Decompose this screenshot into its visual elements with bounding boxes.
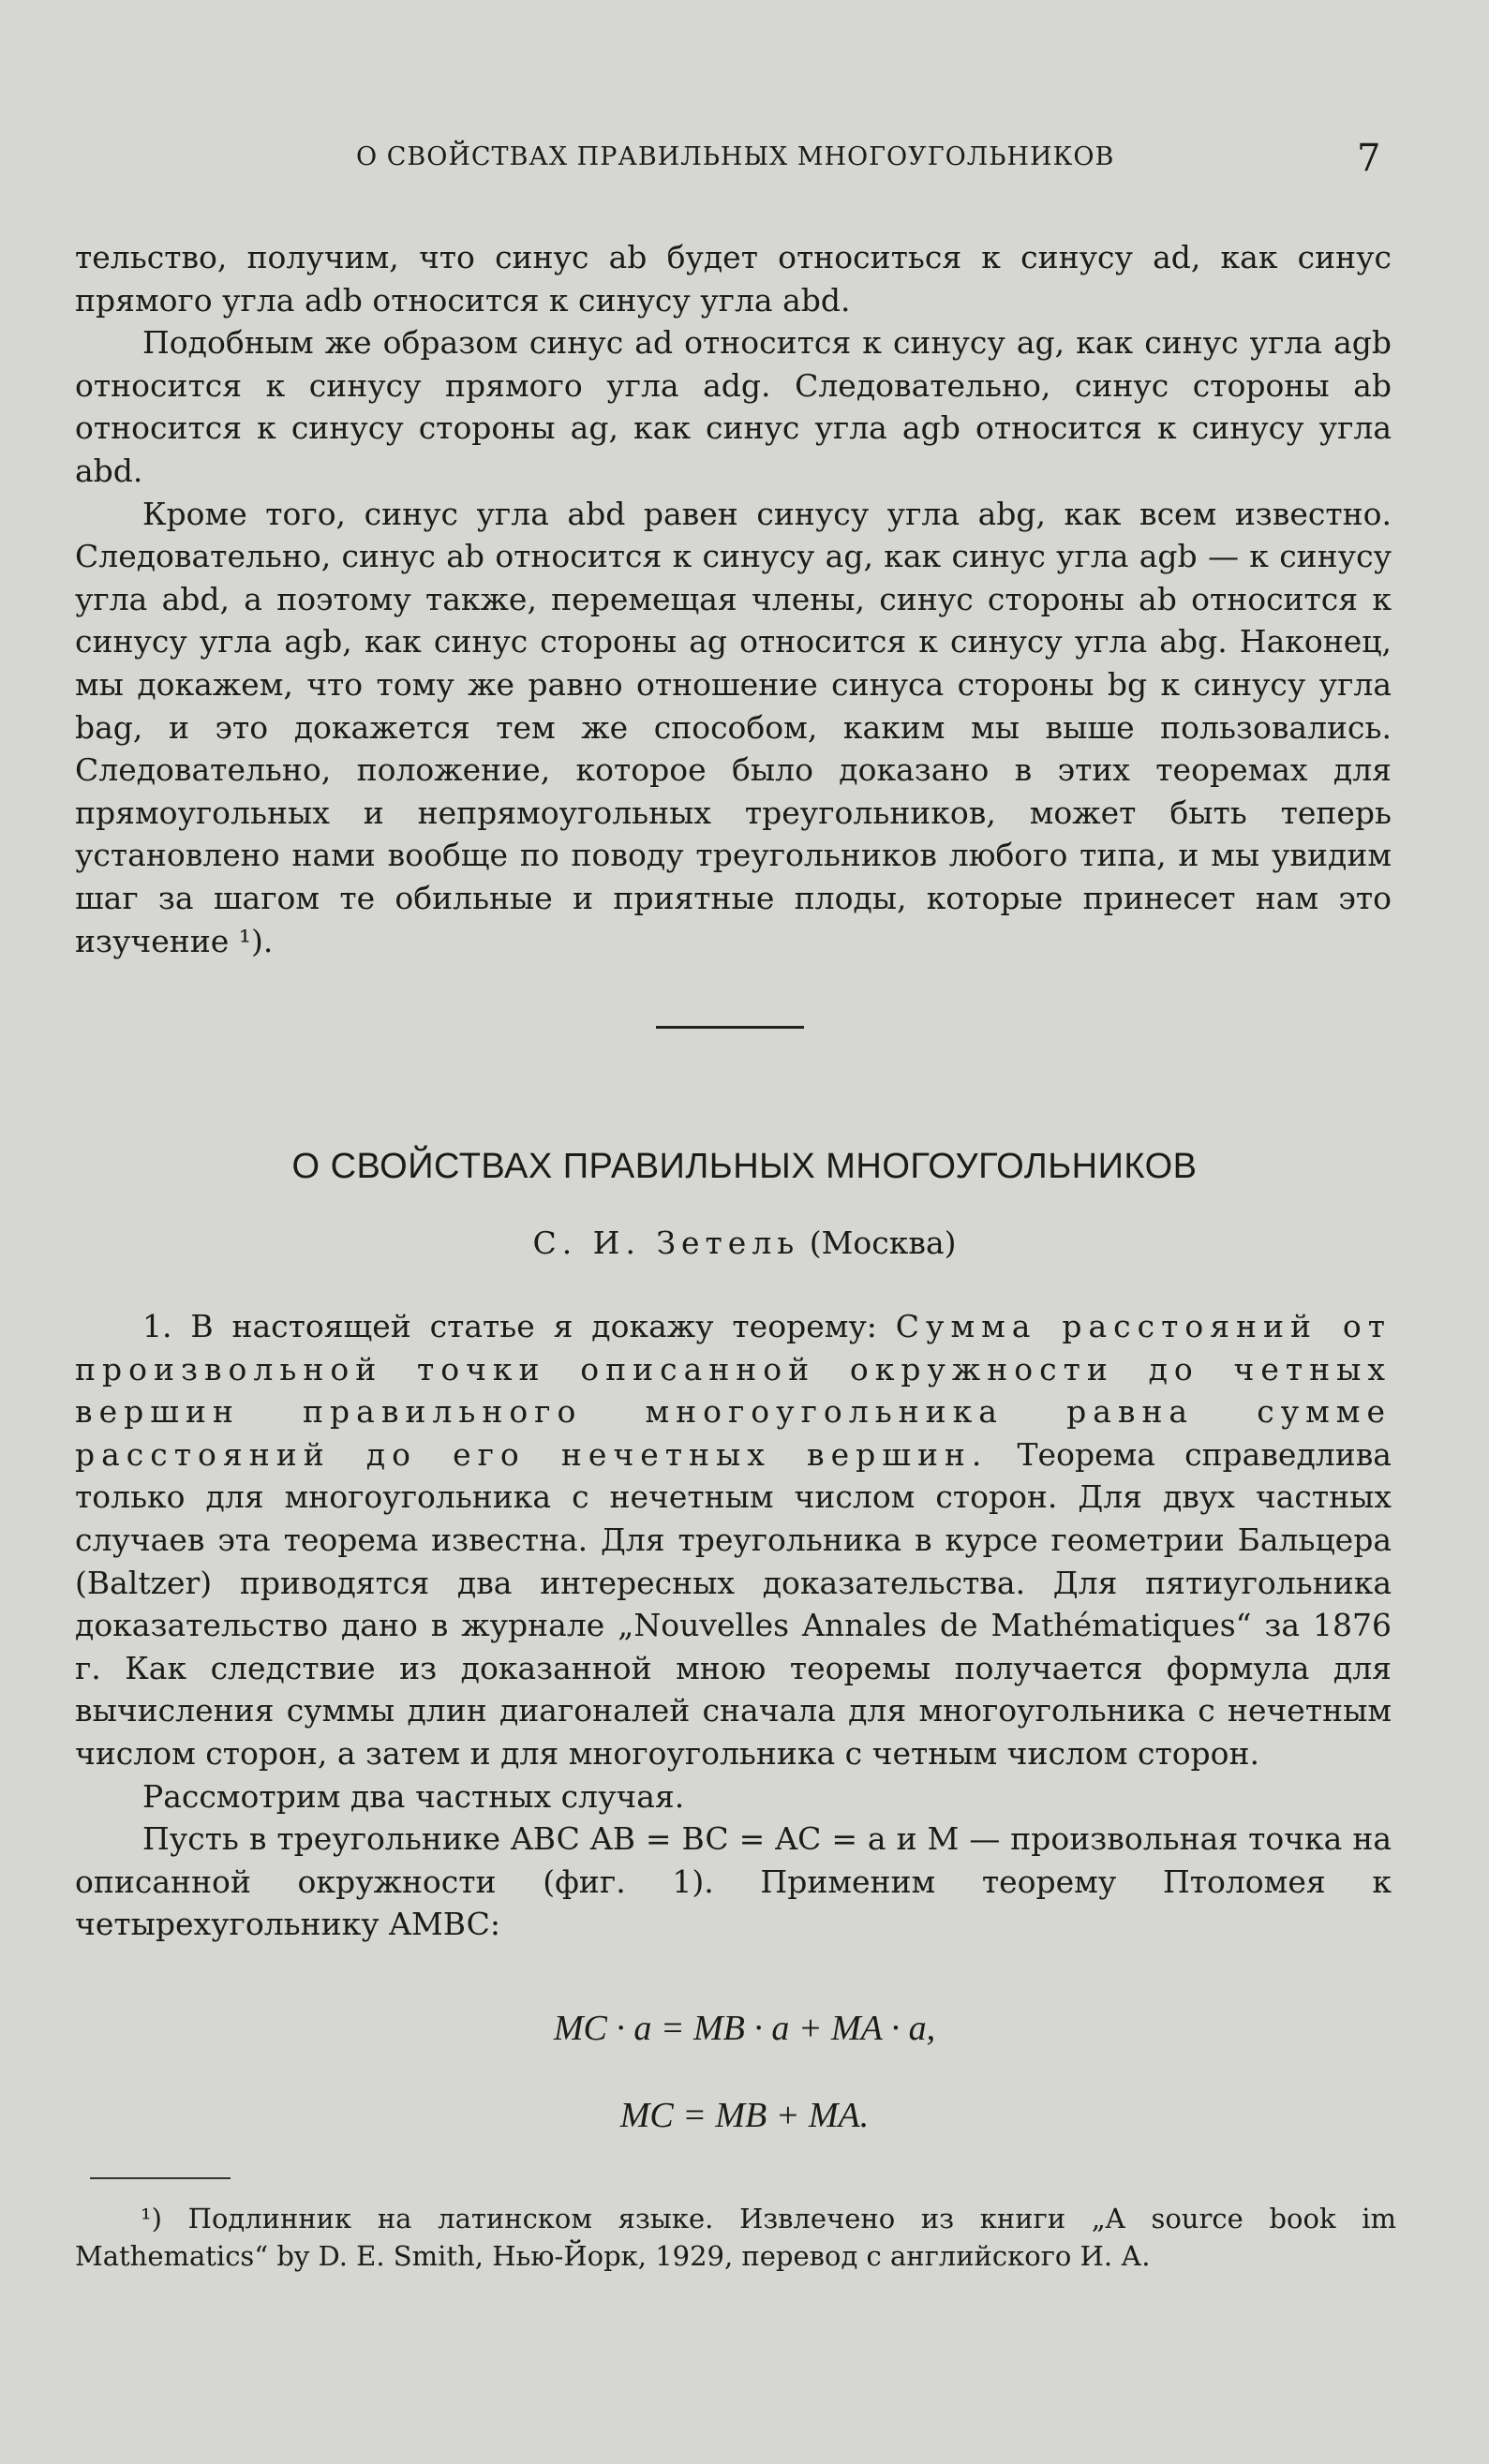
- section-separator: [656, 1026, 804, 1029]
- article-paragraph-3: Пусть в треугольнике ABC AB = BC = AC = a и M — произвольная точка на описанной окружности (фиг. 1). Применим теорему Птоломея к четырехугольнику AMBC:: [75, 1820, 1392, 1943]
- footnote-text: ¹) Подлинник на латинском языке. Извлечено из книги „A source book im Mathematics“ by D. E. Smith, Нью-Йорк, 1929, перевод с английского И. А.: [75, 2203, 1396, 2272]
- author-city: (Москва): [809, 1225, 957, 1261]
- formula-result: MC = MB + MA.: [619, 2096, 870, 2135]
- theorem-statement: Сумма расстояний от произвольной точки описанной окружности до четных вершин правильного многоугольника равна сумме расстояний до его нечетных вершин.: [75, 1308, 1392, 1473]
- formula-ptolemy: MC · a = MB · a + MA · a,: [553, 2009, 936, 2048]
- article-paragraph-2: Рассмотрим два частных случая.: [142, 1777, 685, 1815]
- intro-lead: В настоящей статье я докажу теорему:: [190, 1308, 877, 1344]
- continuation-paragraph-3: Кроме того, синус угла abd равен синусу угла abg, как всем известно. Следовательно, синус ab относится к синусу ag, как синус угла agb — к синусу угла abd, а поэтому также, перемещая члены, синус стороны ab относится к синусу угла agb, как синус стороны ag относится к синусу угла abg. Наконец, мы докажем, что тому же равно отношение синуса стороны bg к синусу угла bag, и это докажется тем же способом, каким мы выше пользовались. Следовательно, положение, которое было доказано в этих теоремах для прямоугольных и непрямоугольных треугольников, может быть теперь установлено нами вообще по поводу треугольников любого типа, и мы увидим шаг за шагом те обильные и приятные плоды, которые принесет нам это изучение ¹).: [75, 495, 1392, 959]
- running-head: О СВОЙСТВАХ ПРАВИЛЬНЫХ МНОГОУГОЛЬНИКОВ: [356, 142, 1115, 171]
- author-line: [0, 1225, 1489, 1261]
- page-number: 7: [1357, 137, 1381, 180]
- continuation-paragraph-1: тельство, получим, что синус ab будет относиться к синусу ad, как синус прямого угла adb относится к синусу угла abd.: [75, 239, 1392, 319]
- footnote-rule: [90, 2177, 231, 2179]
- continuation-text: [75, 236, 1392, 962]
- article-body: [75, 1305, 1392, 1946]
- section-number: 1.: [142, 1308, 172, 1344]
- continuation-paragraph-2: Подобным же образом синус ad относится к синусу ag, как синус угла agb относится к синусу прямого угла adg. Следовательно, синус стороны ab относится к синусу стороны ag, как синус угла agb относится к синусу угла abd.: [75, 324, 1392, 489]
- article-paragraph-1: [75, 1305, 1392, 1775]
- footnote: [75, 2200, 1396, 2275]
- intro-rest: Теорема справедлива только для многоугольника с нечетным числом сторон. Для двух частных случаев эта теорема известна. Для треугольника в курсе геометрии Бальцера (Baltzer) приводятся два интересных доказательства. Для пятиугольника доказательство дано в журнале „Nouvelles Annales de Mathématiques“ за 1876 г. Как следствие из доказанной мною теоремы получается формула для вычисления суммы длин диагоналей сначала для многоугольника с нечетным числом сторон, а затем и для многоугольника с четным числом сторон.: [75, 1435, 1392, 1772]
- author-name: С. И. Зетель: [532, 1225, 800, 1261]
- article-title: О СВОЙСТВАХ ПРАВИЛЬНЫХ МНОГОУГОЛЬНИКОВ: [291, 1147, 1198, 1186]
